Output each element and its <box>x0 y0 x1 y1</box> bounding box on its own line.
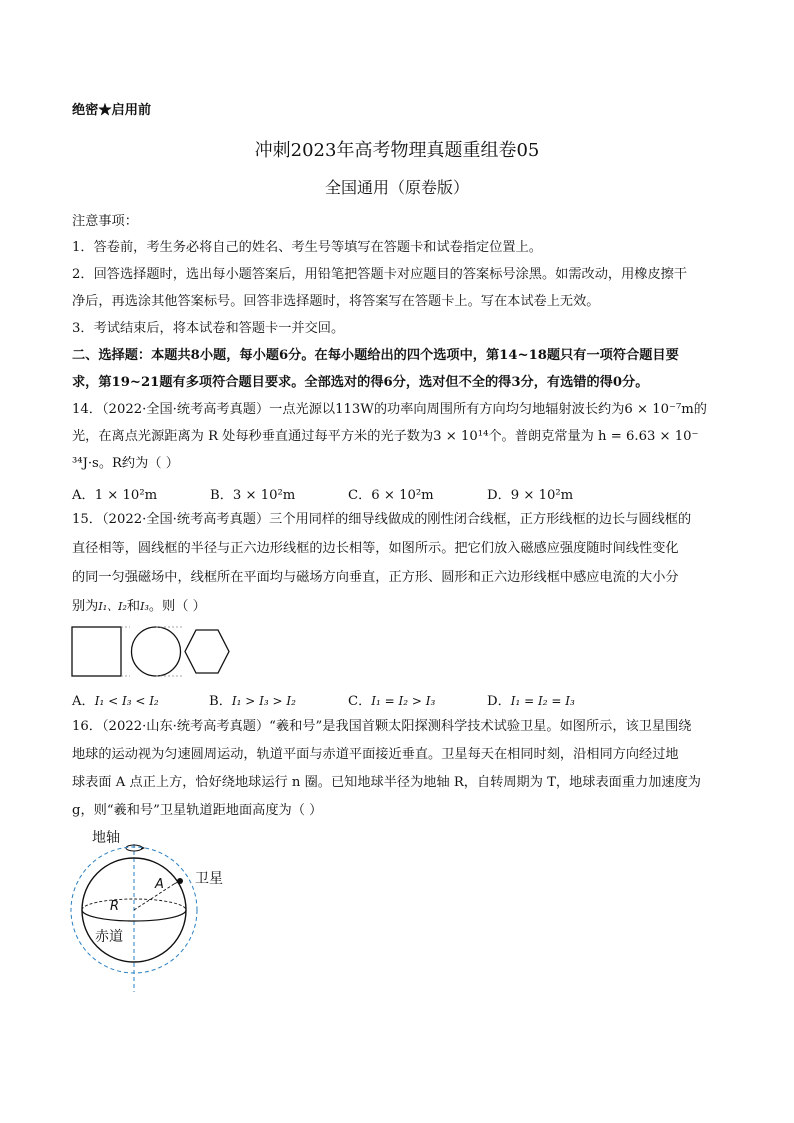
q15-line-4-suffix: 。则（ ） <box>148 599 206 614</box>
point-a-label: A <box>155 877 164 892</box>
q14-option-d: D．9 × 10²m <box>487 488 574 503</box>
q15-option-c <box>348 690 435 709</box>
radius-line <box>134 884 174 910</box>
q15-current-3: I₃ <box>140 600 149 613</box>
hexagon-frame <box>185 630 229 673</box>
section-header-line-1: 二、选择题：本题共8小题，每小题6分。在每小题给出的四个选项中，第14~18题只有一项符合题目要 <box>72 348 679 363</box>
q15-option-b-expr: I₁ > I₃ > I₂ <box>231 694 296 708</box>
q15-option-b-label: B． <box>209 694 232 709</box>
note-3: 3．考试结束后，将本试卷和答题卡一并交回。 <box>72 321 345 336</box>
rotation-arrowhead-icon <box>141 846 145 850</box>
q15-line-2: 直径相等，圆线框的半径与正六边形线框的边长相等，如图所示。把它们放入磁感应强度随时间线性变化 <box>72 541 679 556</box>
q14-line-2: 光，在离点光源距离为 R 处每秒垂直通过每平方米的光子数为3 × 10¹⁴个。普朗克常量为 h = 6.63 × 10⁻ <box>72 429 699 444</box>
radius-r-label: R <box>110 899 120 914</box>
q15-option-d <box>487 690 575 709</box>
circle-frame <box>132 627 181 676</box>
q14-line-3: ³⁴J·s。R约为（ ） <box>72 456 179 471</box>
q15-and: 和 <box>126 599 141 614</box>
note-2-line-2: 净后，再选涂其他答案标号。回答非选择题时，将答案写在答题卡上。写在本试卷上无效。 <box>72 294 600 309</box>
q14-option-b: B．3 × 10²m <box>210 488 296 503</box>
q15-current-1: I₁、 <box>98 600 119 613</box>
q16-line-2: 地球的运动视为匀速圆周运动，轨道平面与赤道平面接近垂直。卫星每天在相同时刻，沿相同方向经过地 <box>72 747 679 762</box>
satellite-dot <box>177 878 183 884</box>
section-header-line-2: 求，第19~21题有多项符合题目要求。全部选对的得6分，选对但不全的得3分，有选错的得0分。 <box>72 375 649 390</box>
q15-option-b <box>209 690 296 709</box>
q15-option-c-label: C． <box>348 694 372 709</box>
notes-heading: 注意事项： <box>72 214 138 229</box>
page-title: 冲刺2023年高考物理真题重组卷05 <box>254 140 540 161</box>
q15-option-a-label: A． <box>72 694 95 709</box>
q15-option-a <box>72 690 159 709</box>
equator-label: 赤道 <box>95 929 123 945</box>
q15-option-c-expr: I₁ = I₂ > I₃ <box>371 694 436 708</box>
secret-label: 绝密★启用前 <box>72 103 152 118</box>
q15-line-3: 的同一匀强磁场中，线框所在平面均与磁场方向垂直，正方形、圆形和正六边形线框中感应电流的大小分 <box>72 570 679 585</box>
q14-option-a: A．1 × 10²m <box>72 488 158 503</box>
q15-line-4 <box>72 598 206 616</box>
page-subtitle: 全国通用（原卷版） <box>324 178 469 197</box>
q15-option-d-expr: I₁ = I₂ = I₃ <box>510 694 575 708</box>
q15-option-a-expr: I₁ < I₃ < I₂ <box>94 694 159 708</box>
q15-option-d-label: D． <box>487 694 511 709</box>
satellite-label: 卫星 <box>195 871 223 887</box>
q15-line-1: 15．（2022·全国·统考高考真题）三个用同样的细导线做成的刚性闭合线框，正方形线框的边长与圆线框的 <box>72 512 692 527</box>
square-frame <box>72 627 121 676</box>
q14-line-1: 14．（2022·全国·统考高考真题）一点光源以113W的功率向周围所有方向均匀地辐射波长约为6 × 10⁻⁷m的 <box>72 402 707 417</box>
q14-option-c: C．6 × 10²m <box>348 488 434 503</box>
q15-current-2: I₂ <box>118 600 127 613</box>
q16-line-1: 16．（2022·山东·统考高考真题）“羲和号”是我国首颗太阳探测科学技术试验卫星。如图所示，该卫星围绕 <box>72 719 692 734</box>
q15-line-4-prefix: 别为 <box>72 599 99 614</box>
axis-label: 地轴 <box>92 830 120 846</box>
q16-line-4: g，则“羲和号”卫星轨道距地面高度为（ ） <box>72 803 323 818</box>
q15-frames-figure <box>70 624 236 680</box>
q16-line-3: 球表面 A 点正上方，恰好绕地球运行 n 圈。已知地球半径为地轴 R，自转周期为 T，地球表面重力加速度为 <box>72 775 701 790</box>
note-2-line-1: 2．回答选择题时，选出每小题答案后，用铅笔把答题卡对应题目的答案标号涂黑。如需改动，用橡皮擦干 <box>72 267 688 282</box>
note-1: 1．答卷前，考生务必将自己的姓名、考生号等填写在答题卡和试卷指定位置上。 <box>72 240 542 255</box>
q16-earth-satellite-figure <box>70 826 240 994</box>
